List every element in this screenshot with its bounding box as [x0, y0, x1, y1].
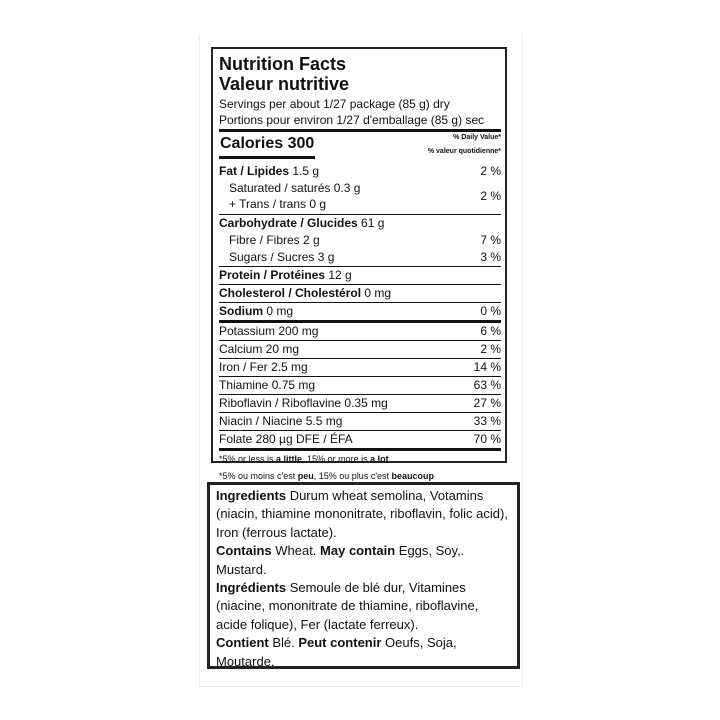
title-en: Nutrition Facts: [219, 54, 347, 74]
cholesterol-row: Cholesterol / Cholestérol 0 mg: [219, 286, 392, 300]
nutrition-facts-table: [211, 47, 507, 481]
micronutrient-row: Calcium 20 mg 2 %: [219, 342, 501, 356]
calories-row: [219, 132, 501, 158]
calories: Calories 300: [220, 135, 315, 152]
micronutrient-row: Potassium 200 mg 6 %: [219, 324, 501, 338]
serving-fr: Portions pour environ 1/27 d'emballage (85 g) sec: [219, 113, 485, 127]
title-fr: Valeur nutritive: [219, 74, 350, 94]
footnote-en: *5% or less is a little, 15% or more is a lot: [219, 454, 389, 464]
fat-row: Fat / Lipides 1.5 g 2 %: [219, 164, 501, 178]
dv-en: % Daily Value*: [453, 134, 501, 141]
ingredients-box: Ingredients Durum wheat semolina, Votamins (niacin, thiamine mononitrate, riboflavin, folic acid), Iron (ferrous lactate). Contains Wheat. May contain Eggs, Soy,. Mustard. Ingrédients Semoule de blé dur, Vitamines (niacine, mononitrate de thiamine, riboflavine, acide folique), Fer (lactate ferreux). Contient Blé. Peut contenir Oeufs, Soja, Moutarde.: [207, 482, 520, 669]
serving-en: Servings per about 1/27 package (85 g) dry: [219, 97, 450, 111]
micronutrient-row: Iron / Fer 2.5 mg 14 %: [219, 360, 501, 374]
dv-fr: % valeur quotidienne*: [427, 148, 501, 155]
sugars-row: Sugars / Sucres 3 g 3 %: [229, 250, 501, 264]
micronutrient-row: Thiamine 0.75 mg 63 %: [219, 378, 501, 392]
protein-row: Protein / Protéines 12 g: [219, 268, 352, 282]
saturated-trans-row: Saturated / saturés 0.3 g + Trans / trans 0 g 2 %: [229, 181, 501, 211]
carb-row: Carbohydrate / Glucides 61 g: [219, 216, 385, 230]
footnote-fr: *5% ou moins c'est peu, 15% ou plus c'est beaucoup: [219, 471, 435, 481]
fibre-row: Fibre / Fibres 2 g 7 %: [229, 233, 501, 247]
micronutrient-row: Riboflavin / Riboflavine 0.35 mg 27 %: [219, 396, 501, 410]
sodium-row: Sodium 0 mg 0 %: [219, 304, 501, 318]
micronutrient-row: Niacin / Niacine 5.5 mg 33 %: [219, 414, 501, 428]
micronutrient-row: Folate 280 µg DFE / ÉFA 70 %: [219, 432, 501, 446]
